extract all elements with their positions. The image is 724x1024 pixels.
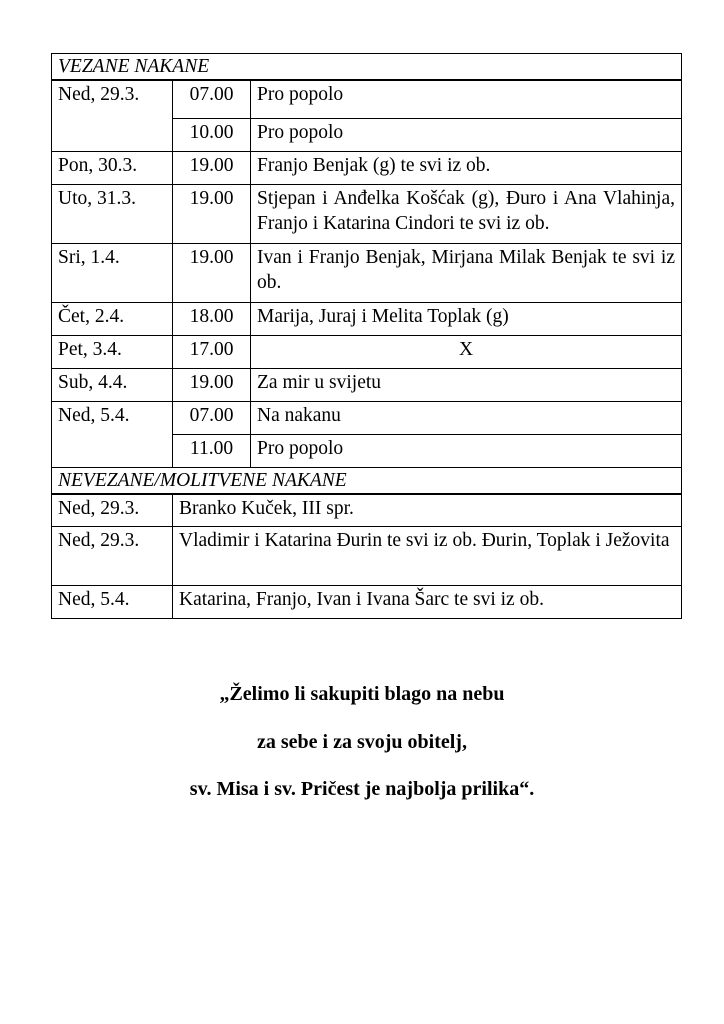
time-cell: 10.00 (173, 118, 251, 151)
day-cell: Ned, 29.3. (52, 494, 173, 527)
table-row (52, 368, 682, 401)
quote-line-2: za sebe i za svoju obitelj, (257, 731, 467, 753)
day-cell: Ned, 5.4. (52, 586, 173, 619)
table-row (52, 527, 682, 586)
section-header-vezane (52, 54, 682, 81)
day-cell: Ned, 29.3. (52, 80, 173, 151)
time-cell: 18.00 (173, 302, 251, 335)
table-row (52, 302, 682, 335)
intention-cell: Pro popolo (251, 434, 682, 467)
section-title: VEZANE NAKANE (52, 54, 682, 81)
section-title: NEVEZANE/MOLITVENE NAKANE (52, 467, 682, 494)
intention-cell: Marija, Juraj i Melita Toplak (g) (251, 302, 682, 335)
quote-line-3: sv. Misa i sv. Pričest je najbolja prilika“. (189, 778, 535, 800)
intention-cell: Pro popolo (251, 80, 682, 118)
time-cell: 07.00 (173, 401, 251, 434)
intention-cell: Pro popolo (251, 118, 682, 151)
mass-intentions-table (51, 53, 682, 619)
day-cell: Pet, 3.4. (52, 335, 173, 368)
time-cell: 19.00 (173, 243, 251, 302)
intention-cell: Katarina, Franjo, Ivan i Ivana Šarc te svi iz ob. (173, 586, 682, 619)
intention-cell: Franjo Benjak (g) te svi iz ob. (251, 151, 682, 184)
table-row (52, 80, 682, 118)
day-cell: Sri, 1.4. (52, 243, 173, 302)
table-row (52, 184, 682, 243)
day-cell: Uto, 31.3. (52, 184, 173, 243)
table-row (52, 151, 682, 184)
day-cell: Ned, 5.4. (52, 401, 173, 467)
day-cell: Pon, 30.3. (52, 151, 173, 184)
table-row (52, 401, 682, 434)
time-cell: 19.00 (173, 368, 251, 401)
intention-cell: Za mir u svijetu (251, 368, 682, 401)
intention-cell: X (251, 335, 682, 368)
intention-cell: Ivan i Franjo Benjak, Mirjana Milak Benjak te svi iz ob. (251, 243, 682, 302)
time-cell: 07.00 (173, 80, 251, 118)
intention-cell: Stjepan i Anđelka Košćak (g), Đuro i Ana Vlahinja, Franjo i Katarina Cindori te svi iz ob. (251, 184, 682, 243)
intention-cell: Na nakanu (251, 401, 682, 434)
intention-cell: Vladimir i Katarina Đurin te svi iz ob. Đurin, Toplak i Ježovita (173, 527, 682, 586)
section-header-nevezane (52, 467, 682, 494)
table-row (52, 494, 682, 527)
time-cell: 19.00 (173, 151, 251, 184)
day-cell: Ned, 29.3. (52, 527, 173, 586)
table-row (52, 335, 682, 368)
time-cell: 19.00 (173, 184, 251, 243)
table-row (52, 586, 682, 619)
quote-line-1: „Želimo li sakupiti blago na nebu (219, 683, 505, 705)
time-cell: 11.00 (173, 434, 251, 467)
day-cell: Sub, 4.4. (52, 368, 173, 401)
table-row (52, 243, 682, 302)
intention-cell: Branko Kuček, III spr. (173, 494, 682, 527)
time-cell: 17.00 (173, 335, 251, 368)
day-cell: Čet, 2.4. (52, 302, 173, 335)
